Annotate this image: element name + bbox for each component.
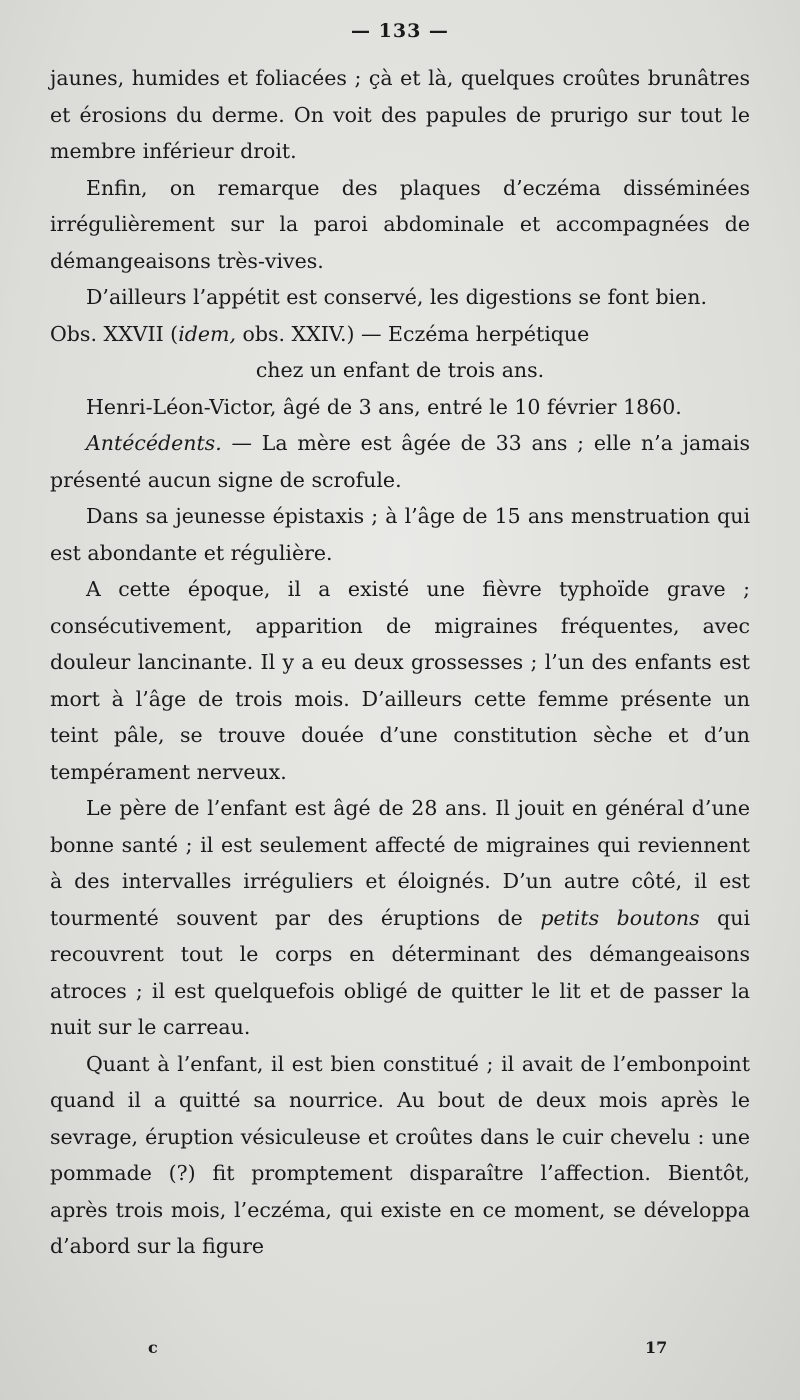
paragraph-patient-intro: Henri-Léon-Victor, âgé de 3 ans, entré le 10 février 1860. [86,394,682,419]
paragraph-continuation: jaunes, humides et foliacées ; çà et là, quelques croûtes brunâtres et érosions du derme. On voit des papules de prurigo sur tout le membre inférieur droit. [50,66,750,163]
body-text [50,60,750,1265]
obs-heading-prefix: Obs. XXVII ( [50,321,179,346]
paragraph-jeunesse: Dans sa jeunesse épistaxis ; à l’âge de 15 ans menstruation qui est abondante et régulière. [50,504,750,565]
paragraph-pere [50,790,750,1046]
paragraph-epoque: A cette époque, il a existé une fièvre typhoïde grave ; consécutivement, apparition de migraines fréquentes, avec douleur lancinante. Il y a eu deux grossesses ; l’un des enfants est mort à l’âge de trois mois. D’ailleurs cette femme présente un teint pâle, se trouve douée d’une constitution sèche et d’un tempérament nerveux. [50,577,750,784]
antecedents-label: Antécédents. [86,431,222,455]
paragraph-appetit: D’ailleurs l’appétit est conservé, les digestions se font bien. [86,285,708,309]
observation-heading [50,316,750,389]
obs-heading-middle: obs. XXIV.) — Eczéma herpétique [235,321,590,346]
signature-letter: c [148,1338,158,1357]
obs-heading-idem: idem, [178,321,236,346]
paragraph-eczema-plaques: Enfin, on remarque des plaques d’eczéma disséminées irrégulièrement sur la paroi abdominale et accompagnées de démangeaisons très-vives. [50,175,750,273]
pere-text-part1: Le père de l’enfant est âgé de 28 ans. Il jouit en général d’une bonne santé ; il est seulement affecté de migraines qui reviennent à des intervalles irréguliers et éloignés. D’un autre côté, il est tourmenté souvent par des éruptions de [50,796,750,930]
signature-number: 17 [645,1338,668,1357]
pere-text-italic: petits boutons [540,905,700,930]
pere-text-part2: qui recouvrent tout le corps en déterminant des démangeaisons atroces ; il est quelquefois obligé de quitter le lit et de passer la nuit sur le carreau. [50,905,751,1039]
antecedents-text: — La mère est âgée de 33 ans ; elle n’a jamais présenté aucun signe de scrofule. [50,431,750,492]
page-number: — 133 — [351,20,449,42]
obs-heading-line2: chez un enfant de trois ans. [255,358,545,382]
paragraph-antecedents [50,425,750,498]
paragraph-enfant: Quant à l’enfant, il est bien constitué ; il avait de l’embonpoint quand il a quitté sa nourrice. Au bout de deux mois après le sevrage, éruption vésiculeuse et croûtes dans le cuir chevelu : une pommade (?) fit promptement disparaître l’affection. Bientôt, après trois mois, l’eczéma, qui existe en ce moment, se développa d’abord sur la figure [50,1051,750,1258]
